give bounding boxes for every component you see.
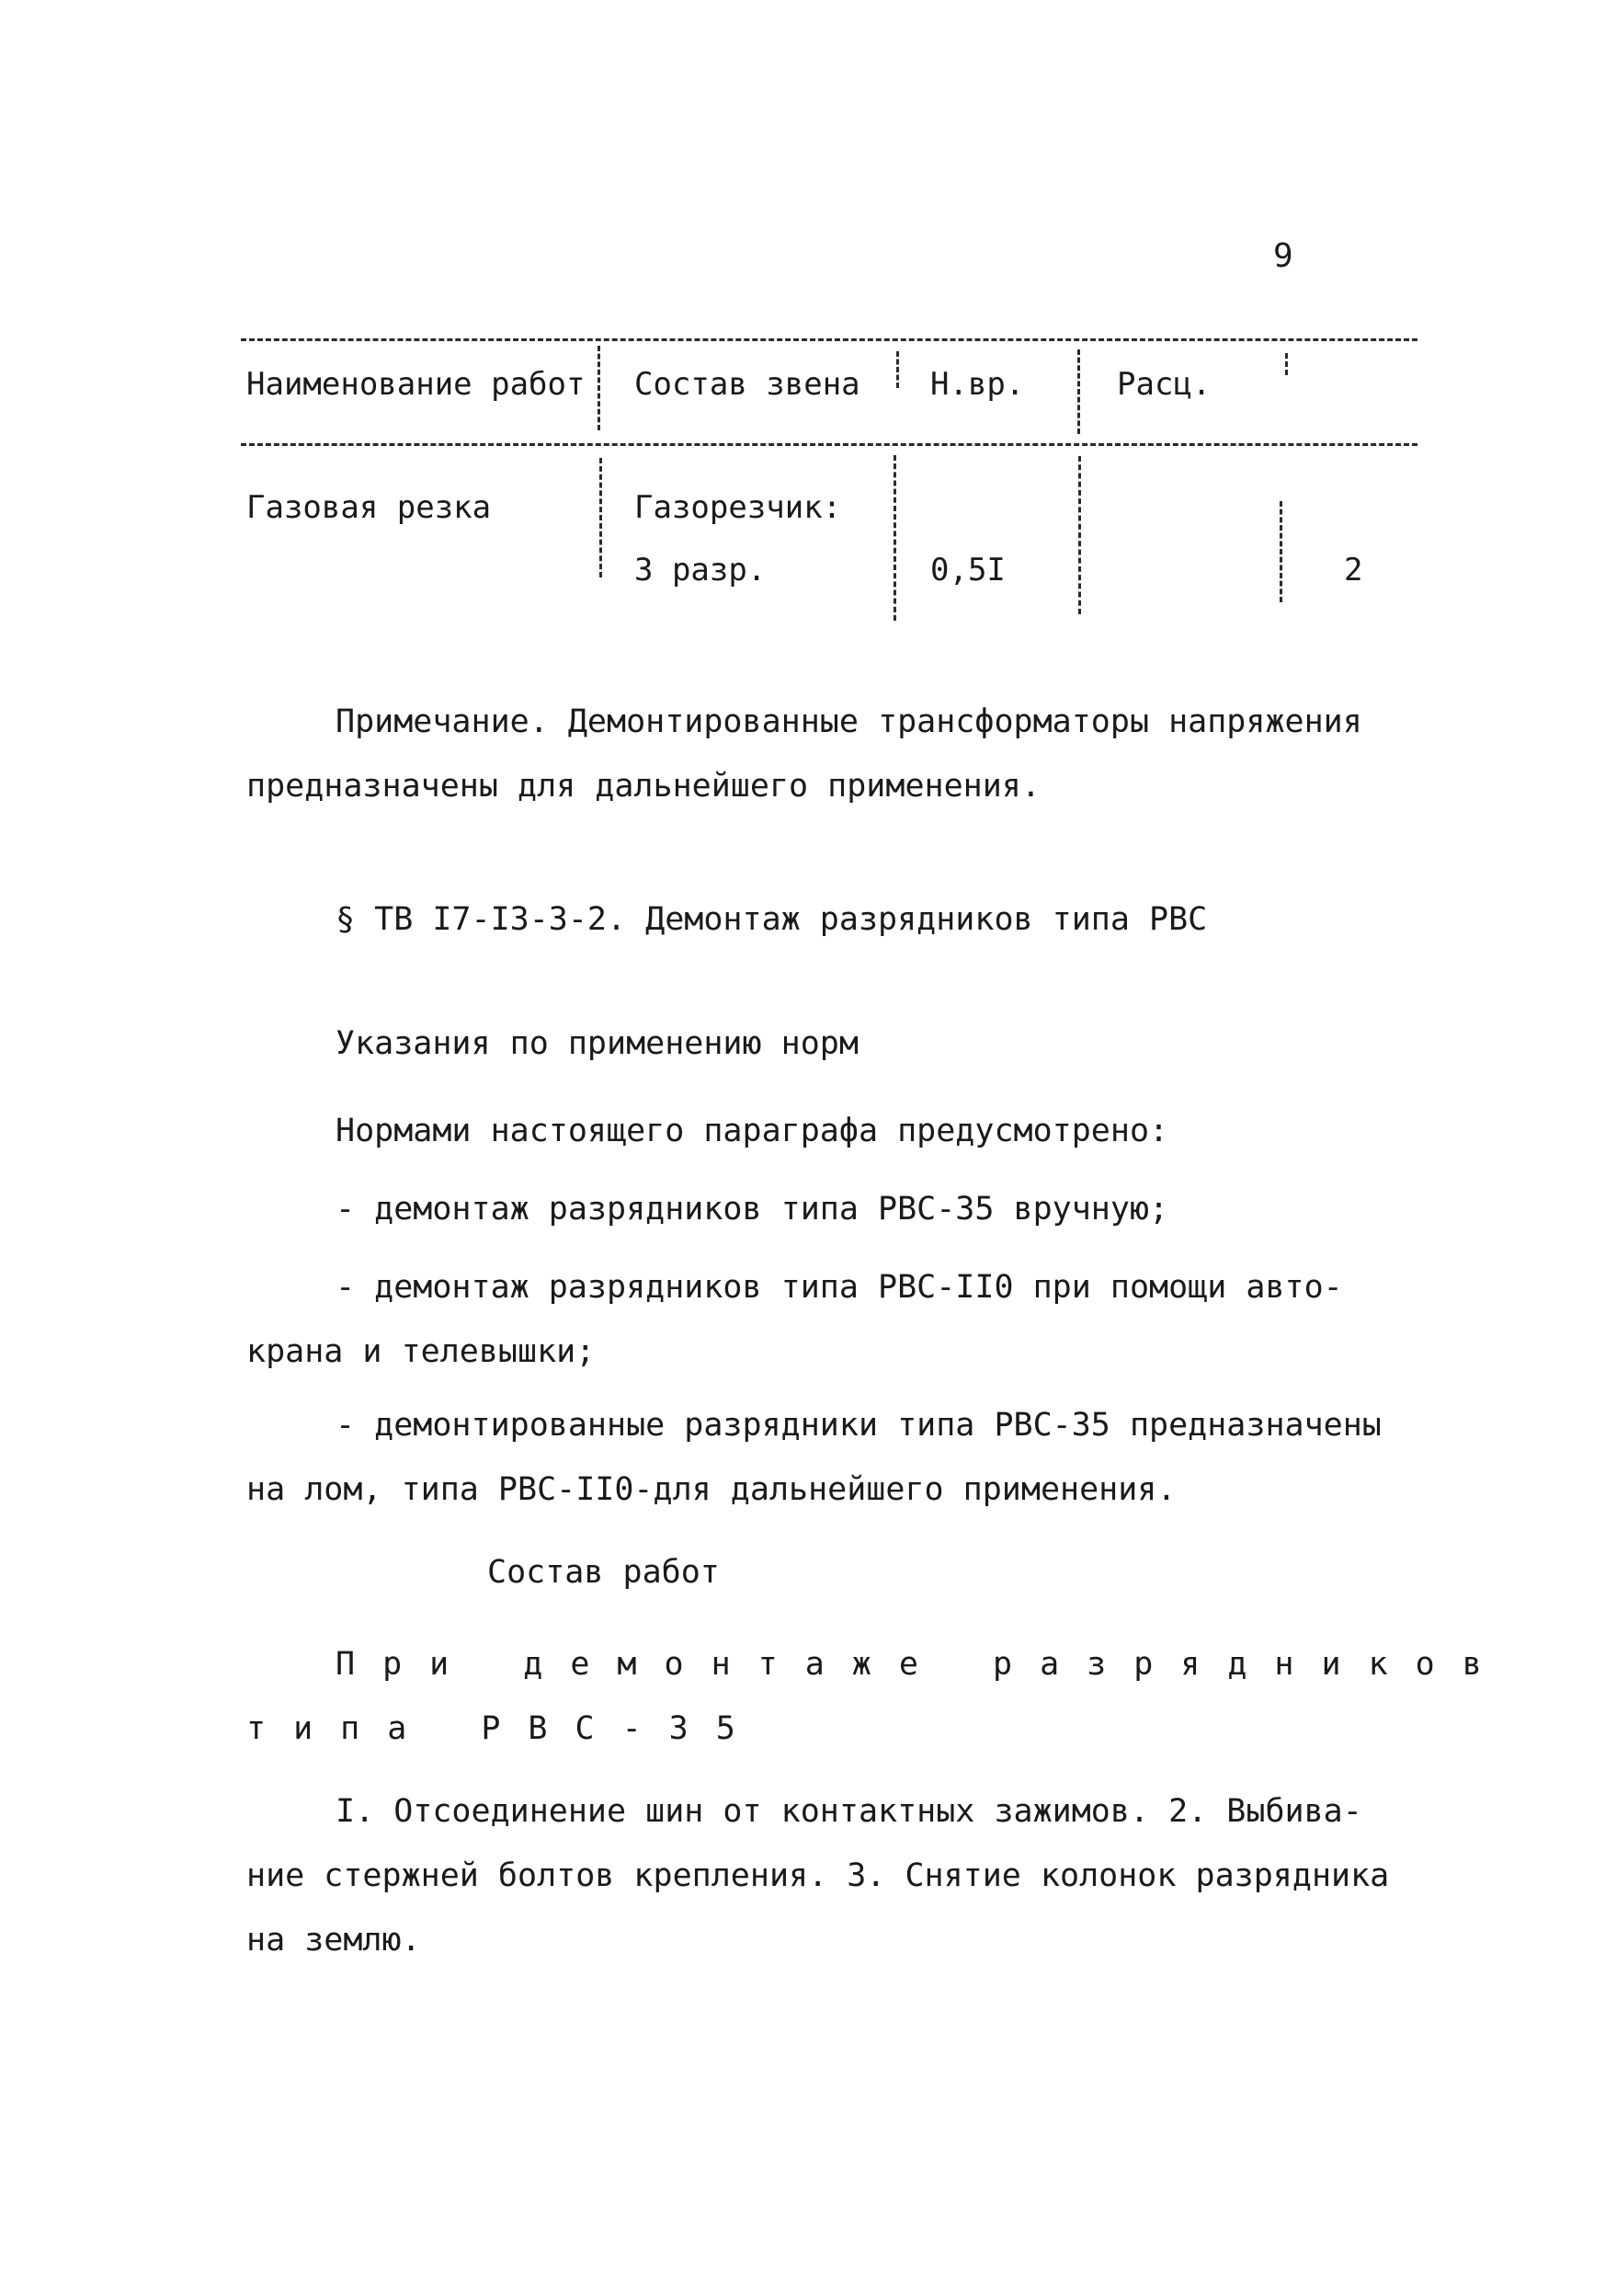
column-separator xyxy=(894,455,896,621)
header-time-norm: Н.вр. xyxy=(930,366,1025,403)
list-item: - демонтаж разрядников типа РВС-35 вручную; xyxy=(336,1191,1169,1228)
instructions-heading: Указания по применению норм xyxy=(336,1025,859,1062)
section-title: § ТВ I7-I3-3-2. Демонтаж разрядников типа РВС xyxy=(336,901,1208,938)
row-name: Газовая резка xyxy=(246,489,492,526)
header-name: Наименование работ xyxy=(246,366,586,403)
spaced-subheading: При демонтаже разрядников xyxy=(336,1646,1509,1683)
column-separator xyxy=(1280,501,1282,602)
column-separator xyxy=(896,351,899,388)
instructions-intro: Нормами настоящего параграфа предусмотрено: xyxy=(336,1113,1169,1149)
list-item: - демонтированные разрядники типа РВС-35 предназначены xyxy=(336,1407,1382,1444)
work-heading: Состав работ xyxy=(487,1554,720,1591)
column-separator xyxy=(1078,456,1081,614)
column-separator xyxy=(1285,353,1288,375)
work-steps-line: I. Отсоединение шин от контактных зажимов. 2. Выбива- xyxy=(336,1793,1362,1830)
column-separator xyxy=(599,458,602,577)
list-item-continuation: на лом, типа РВС-II0-для дальнейшего применения. xyxy=(246,1471,1177,1508)
row-rate: 2 xyxy=(1344,552,1363,588)
row-time-norm: 0,5I xyxy=(930,552,1006,588)
list-item-continuation: крана и телевышки; xyxy=(246,1333,596,1370)
note-line: Примечание. Демонтированные трансформаторы напряжения xyxy=(336,703,1362,740)
column-separator xyxy=(1077,349,1080,434)
header-rate: Расц. xyxy=(1117,366,1212,403)
row-crew-line1: Газорезчик: xyxy=(634,489,842,526)
note-line: предназначены для дальнейшего применения. xyxy=(246,768,1041,805)
column-separator xyxy=(598,346,600,430)
spaced-subheading: типа РВС-35 xyxy=(246,1710,763,1747)
work-steps-line: на землю. xyxy=(246,1922,421,1959)
header-crew: Состав звена xyxy=(634,366,860,403)
table-header-rule xyxy=(241,443,1417,446)
page-number: 9 xyxy=(1273,237,1293,275)
list-item: - демонтаж разрядников типа РВС-II0 при помощи авто- xyxy=(336,1269,1343,1306)
table-top-rule xyxy=(241,338,1417,341)
work-steps-line: ние стержней болтов крепления. 3. Снятие колонок разрядника xyxy=(246,1857,1390,1894)
row-crew-line2: 3 разр. xyxy=(634,552,767,588)
